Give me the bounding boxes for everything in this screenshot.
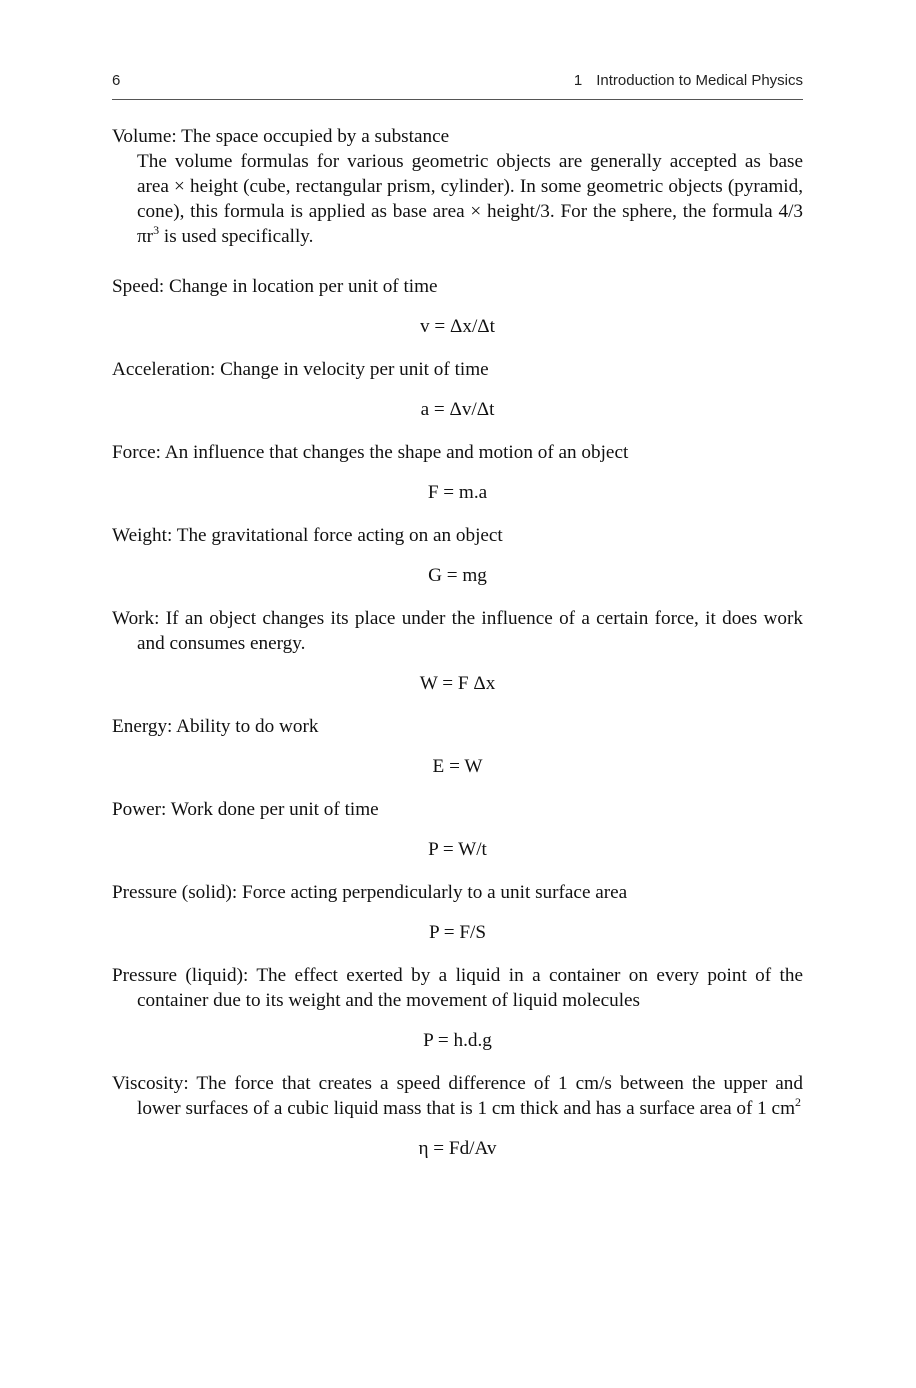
pressure-liquid-definition: Pressure (liquid): The effect exerted by a liquid in a container on every point of the container due to its weight and the movement of liquid molecules	[112, 965, 803, 1011]
pressure-solid-formula: P = F/S	[428, 922, 487, 943]
force-definition: Force: An influence that changes the shape and motion of an object	[112, 442, 629, 463]
work-definition: Work: If an object changes its place under the influence of a certain force, it does work and consumes energy.	[112, 608, 803, 654]
volume-text-end: is used specifically.	[159, 226, 314, 247]
volume-exponent: 3	[153, 222, 160, 237]
pressure-liquid-formula: P = h.d.g	[423, 1030, 492, 1051]
energy-formula: E = W	[432, 756, 483, 777]
force-formula: F = m.a	[427, 482, 488, 503]
viscosity-definition	[112, 1071, 803, 1121]
work-formula: W = F Δx	[419, 673, 496, 694]
acceleration-definition: Acceleration: Change in velocity per unit of time	[112, 359, 489, 380]
chapter-heading	[574, 72, 803, 89]
viscosity-exponent: 2	[795, 1094, 801, 1109]
power-formula: P = W/t	[428, 839, 487, 860]
weight-definition: Weight: The gravitational force acting on an object	[112, 525, 503, 546]
speed-formula: v = Δx/Δt	[420, 316, 495, 337]
volume-text: The volume formulas for various geometric objects are generally accepted as base area × height (cube, rectangular prism, cylinder). In some geometric objects (pyramid, cone), this formula is applied as base area × height/3. For the sphere, the formula 4/3 πr	[137, 151, 803, 247]
weight-formula: G = mg	[428, 565, 487, 586]
volume-title: Volume: The space occupied by a substance	[112, 126, 450, 147]
speed-definition: Speed: Change in location per unit of time	[112, 276, 438, 297]
viscosity-formula: η = Fd/Av	[418, 1138, 497, 1159]
page-number: 6	[112, 72, 121, 89]
header-rule	[112, 99, 803, 100]
volume-description	[112, 149, 803, 249]
chapter-number: 1	[573, 72, 583, 89]
chapter-title: Introduction to Medical Physics	[596, 72, 803, 89]
body-text	[112, 124, 803, 1161]
pressure-solid-definition: Pressure (solid): Force acting perpendicularly to a unit surface area	[112, 882, 628, 903]
power-definition: Power: Work done per unit of time	[112, 799, 379, 820]
energy-definition: Energy: Ability to do work	[112, 716, 319, 737]
acceleration-formula: a = Δv/Δt	[420, 399, 495, 420]
viscosity-text: Viscosity: The force that creates a speed difference of 1 cm/s between the upper and lower surfaces of a cubic liquid mass that is 1 cm thick and has a surface area of 1 cm	[112, 1073, 803, 1119]
running-head	[112, 72, 803, 94]
